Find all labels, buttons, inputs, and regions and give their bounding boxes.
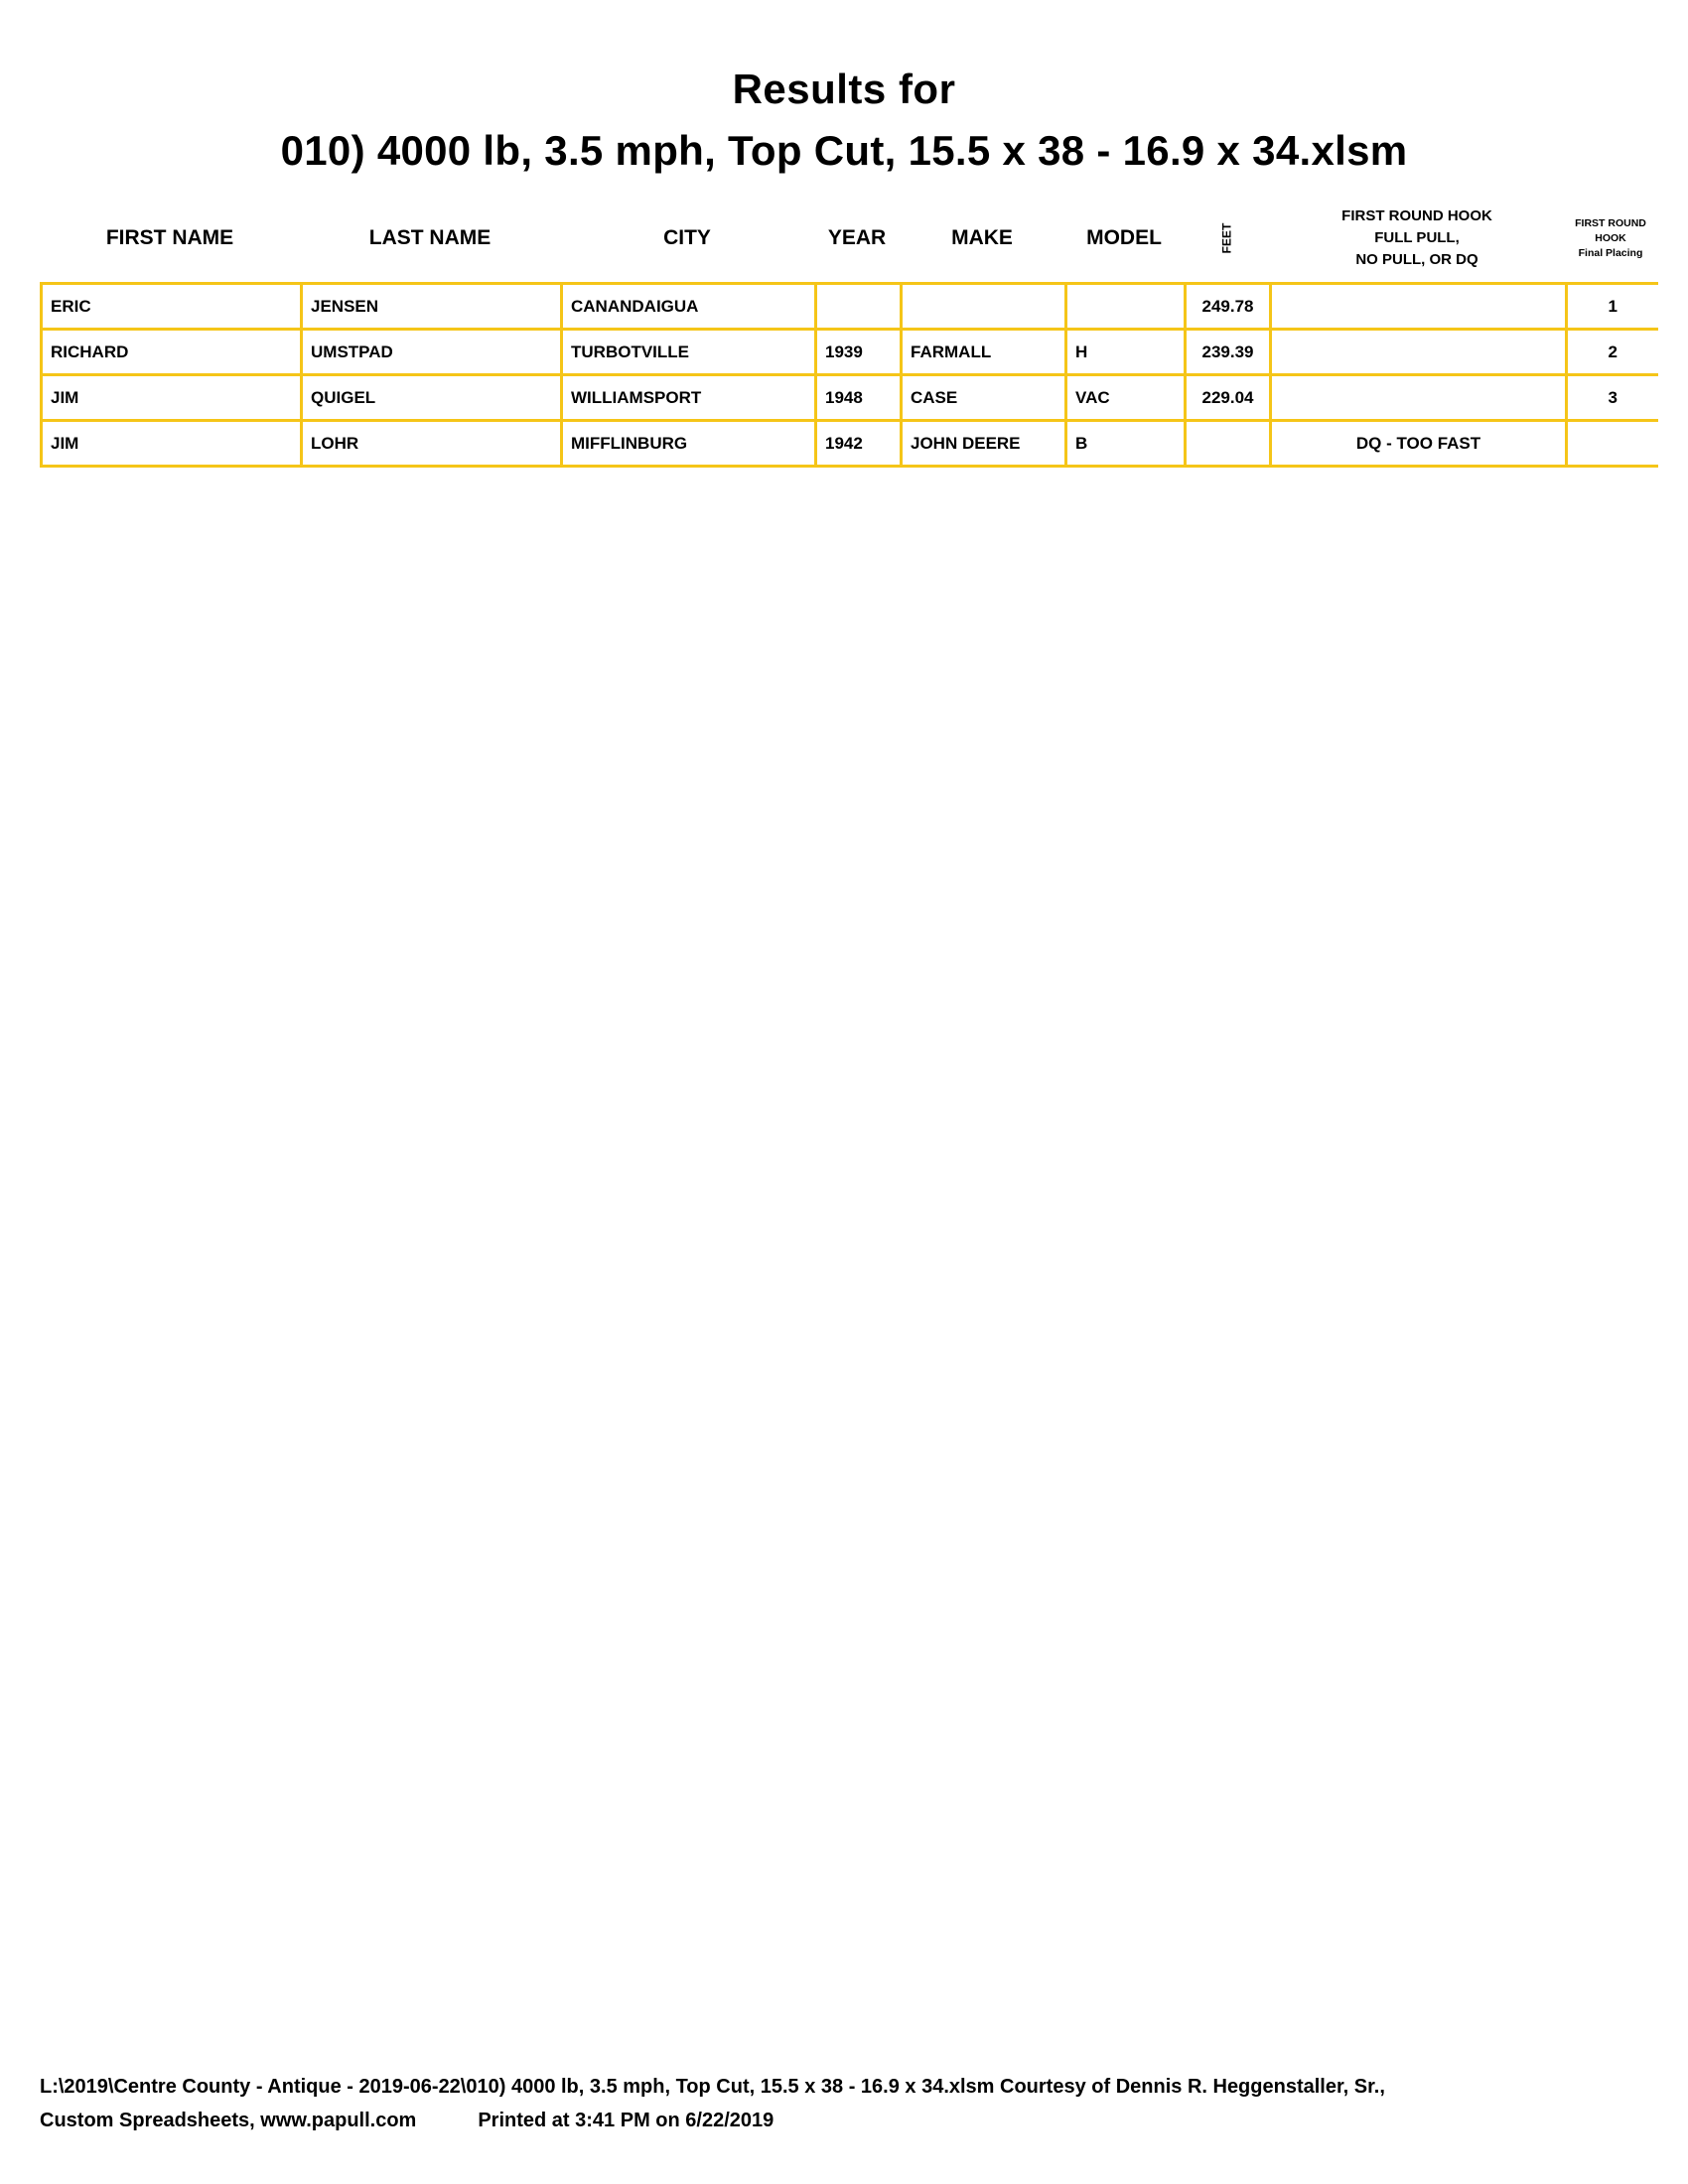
header-make: MAKE (951, 226, 1013, 249)
header-placing (1565, 199, 1656, 278)
cell-make (902, 284, 1066, 330)
cell-hook (1271, 330, 1567, 375)
cell-feet (1186, 421, 1271, 467)
cell-hook: DQ - TOO FAST (1271, 421, 1567, 467)
footer-file-path: L:\2019\Centre County - Antique - 2019-06-22\010) 4000 lb, 3.5 mph, Top Cut, 15.5 x 38 - 16.9 x 34.xlsm Courtesy of Dennis R. Heggenstaller, Sr., (40, 2076, 1385, 2098)
cell-make: FARMALL (902, 330, 1066, 375)
table-header (40, 199, 1656, 278)
header-hook-line2: FULL PULL, (1374, 229, 1460, 246)
footer-credit: Custom Spreadsheets, www.papull.com (40, 2110, 417, 2131)
cell-year (816, 284, 902, 330)
cell-first-name: JIM (42, 375, 302, 421)
cell-model: VAC (1066, 375, 1186, 421)
title-line-2: 010) 4000 lb, 3.5 mph, Top Cut, 15.5 x 38 - 16.9 x 34.xlsm (280, 127, 1408, 174)
cell-placing (1567, 421, 1658, 467)
cell-placing: 1 (1567, 284, 1658, 330)
cell-make: CASE (902, 375, 1066, 421)
cell-placing: 3 (1567, 375, 1658, 421)
cell-last-name: LOHR (302, 421, 562, 467)
cell-feet: 229.04 (1186, 375, 1271, 421)
cell-last-name: UMSTPAD (302, 330, 562, 375)
header-hook (1269, 199, 1565, 278)
cell-first-name: JIM (42, 421, 302, 467)
cell-city: TURBOTVILLE (562, 330, 816, 375)
header-placing-line3: Final Placing (1578, 246, 1643, 259)
header-placing-line1: FIRST ROUND (1575, 216, 1646, 229)
title-line-1: Results for (732, 66, 956, 112)
cell-first-name: RICHARD (42, 330, 302, 375)
cell-last-name: QUIGEL (302, 375, 562, 421)
header-city: CITY (663, 226, 711, 249)
results-table (40, 282, 1658, 468)
cell-feet: 249.78 (1186, 284, 1271, 330)
cell-make: JOHN DEERE (902, 421, 1066, 467)
cell-feet: 239.39 (1186, 330, 1271, 375)
table-row (42, 330, 1658, 375)
cell-city: CANANDAIGUA (562, 284, 816, 330)
cell-model: B (1066, 421, 1186, 467)
header-year: YEAR (827, 226, 887, 249)
cell-year: 1939 (816, 330, 902, 375)
report-title (0, 62, 1688, 179)
header-last-name: LAST NAME (368, 226, 492, 249)
cell-city: WILLIAMSPORT (562, 375, 816, 421)
header-hook-line1: FIRST ROUND HOOK (1341, 207, 1492, 224)
header-feet (1184, 199, 1269, 278)
cell-year: 1948 (816, 375, 902, 421)
header-feet-label: FEET (1218, 222, 1233, 254)
cell-hook (1271, 375, 1567, 421)
cell-hook (1271, 284, 1567, 330)
cell-first-name: ERIC (42, 284, 302, 330)
footer-line-2 (40, 2104, 1668, 2137)
cell-placing: 2 (1567, 330, 1658, 375)
table-row (42, 284, 1658, 330)
header-hook-line3: NO PULL, OR DQ (1355, 251, 1478, 268)
header-first-name: FIRST NAME (105, 226, 234, 249)
cell-city: MIFFLINBURG (562, 421, 816, 467)
cell-model (1066, 284, 1186, 330)
page-footer (40, 2070, 1668, 2137)
cell-last-name: JENSEN (302, 284, 562, 330)
table-row (42, 375, 1658, 421)
header-placing-line2: HOOK (1595, 231, 1626, 244)
cell-model: H (1066, 330, 1186, 375)
footer-printed: Printed at 3:41 PM on 6/22/2019 (478, 2110, 774, 2131)
cell-year: 1942 (816, 421, 902, 467)
header-model: MODEL (1086, 226, 1162, 249)
table-row (42, 421, 1658, 467)
